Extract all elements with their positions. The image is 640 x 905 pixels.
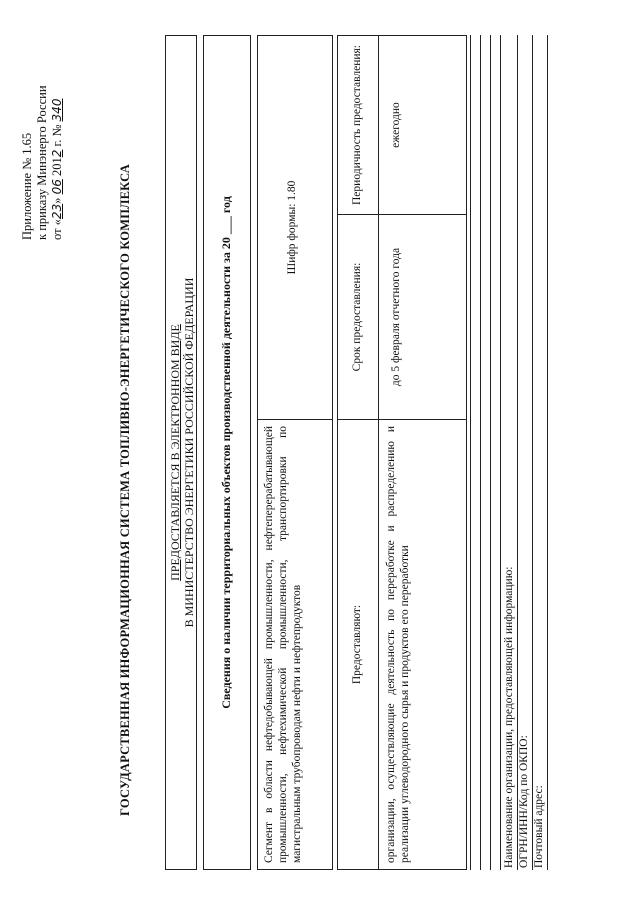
appendix-reference	[20, 40, 65, 240]
submission-line-1: ПРЕДОСТАВЛЯЕТСЯ В ЭЛЕКТРОННОМ ВИДЕ	[168, 324, 182, 581]
header-periodicity: Периодичность предоставления:	[351, 45, 363, 205]
table-header-row	[338, 36, 379, 869]
date-sep-2: 201	[50, 157, 64, 180]
footer-ids: ОГРН/ИНН/Код по ОКПО:	[518, 735, 530, 868]
separator-line	[500, 35, 501, 870]
handwritten-year-digit: 2	[50, 149, 64, 158]
value-providers: организации, осуществляющие деятельность по переработке и распределению и реализации углеводородного сырья и продуктов его переработки	[378, 419, 466, 869]
separator-line	[490, 35, 491, 870]
footer-address: Почтовый адрес:	[533, 785, 545, 868]
handwritten-day: 23	[50, 203, 64, 220]
date-prefix: от «	[50, 219, 64, 240]
system-title: ГОСУДАРСТВЕННАЯ ИНФОРМАЦИОННАЯ СИСТЕМА ТОПЛИВНО-ЭНЕРГЕТИЧЕСКОГО КОМПЛЕКСА	[118, 164, 132, 816]
form-code: Шифр формы: 1.80	[286, 180, 298, 275]
separator-line	[470, 35, 471, 870]
appendix-date	[50, 40, 65, 240]
date-sep-3: г. №	[50, 121, 64, 150]
form-title: Сведения о наличии территориальных объектов производственной деятельности за 20 ___ год	[203, 35, 251, 870]
submission-table	[337, 35, 467, 870]
date-sep-1: »	[50, 194, 64, 204]
submission-header	[165, 35, 197, 870]
table-value-row	[378, 36, 466, 869]
separator-line	[547, 35, 548, 870]
value-deadline: до 5 февраля отчетного года	[378, 214, 466, 419]
appendix-number: Приложение № 1.65	[20, 132, 34, 240]
handwritten-number: 340	[50, 98, 64, 122]
header-providers: Предоставляют:	[338, 419, 378, 869]
appendix-order: к приказу Минэнерго России	[35, 85, 49, 240]
value-periodicity: ежегодно	[390, 102, 402, 148]
header-deadline: Срок предоставления:	[338, 214, 378, 419]
segment-block	[257, 35, 333, 870]
separator-line	[532, 35, 533, 870]
submission-line-2: В МИНИСТЕРСТВО ЭНЕРГЕТИКИ РОССИЙСКОЙ ФЕДЕРАЦИИ	[182, 277, 196, 628]
footer-org-name: Наименование организации, предоставляющей информацию:	[503, 566, 515, 868]
handwritten-month: 06	[50, 179, 64, 195]
segment-text: Сегмент в области нефтедобывающей промышленности, нефтеперерабатывающей промышленности, нефтехимической промышленности, транспортировки по магистральным трубопроводам нефти и нефтепродуктов	[258, 419, 332, 869]
separator-line	[480, 35, 481, 870]
